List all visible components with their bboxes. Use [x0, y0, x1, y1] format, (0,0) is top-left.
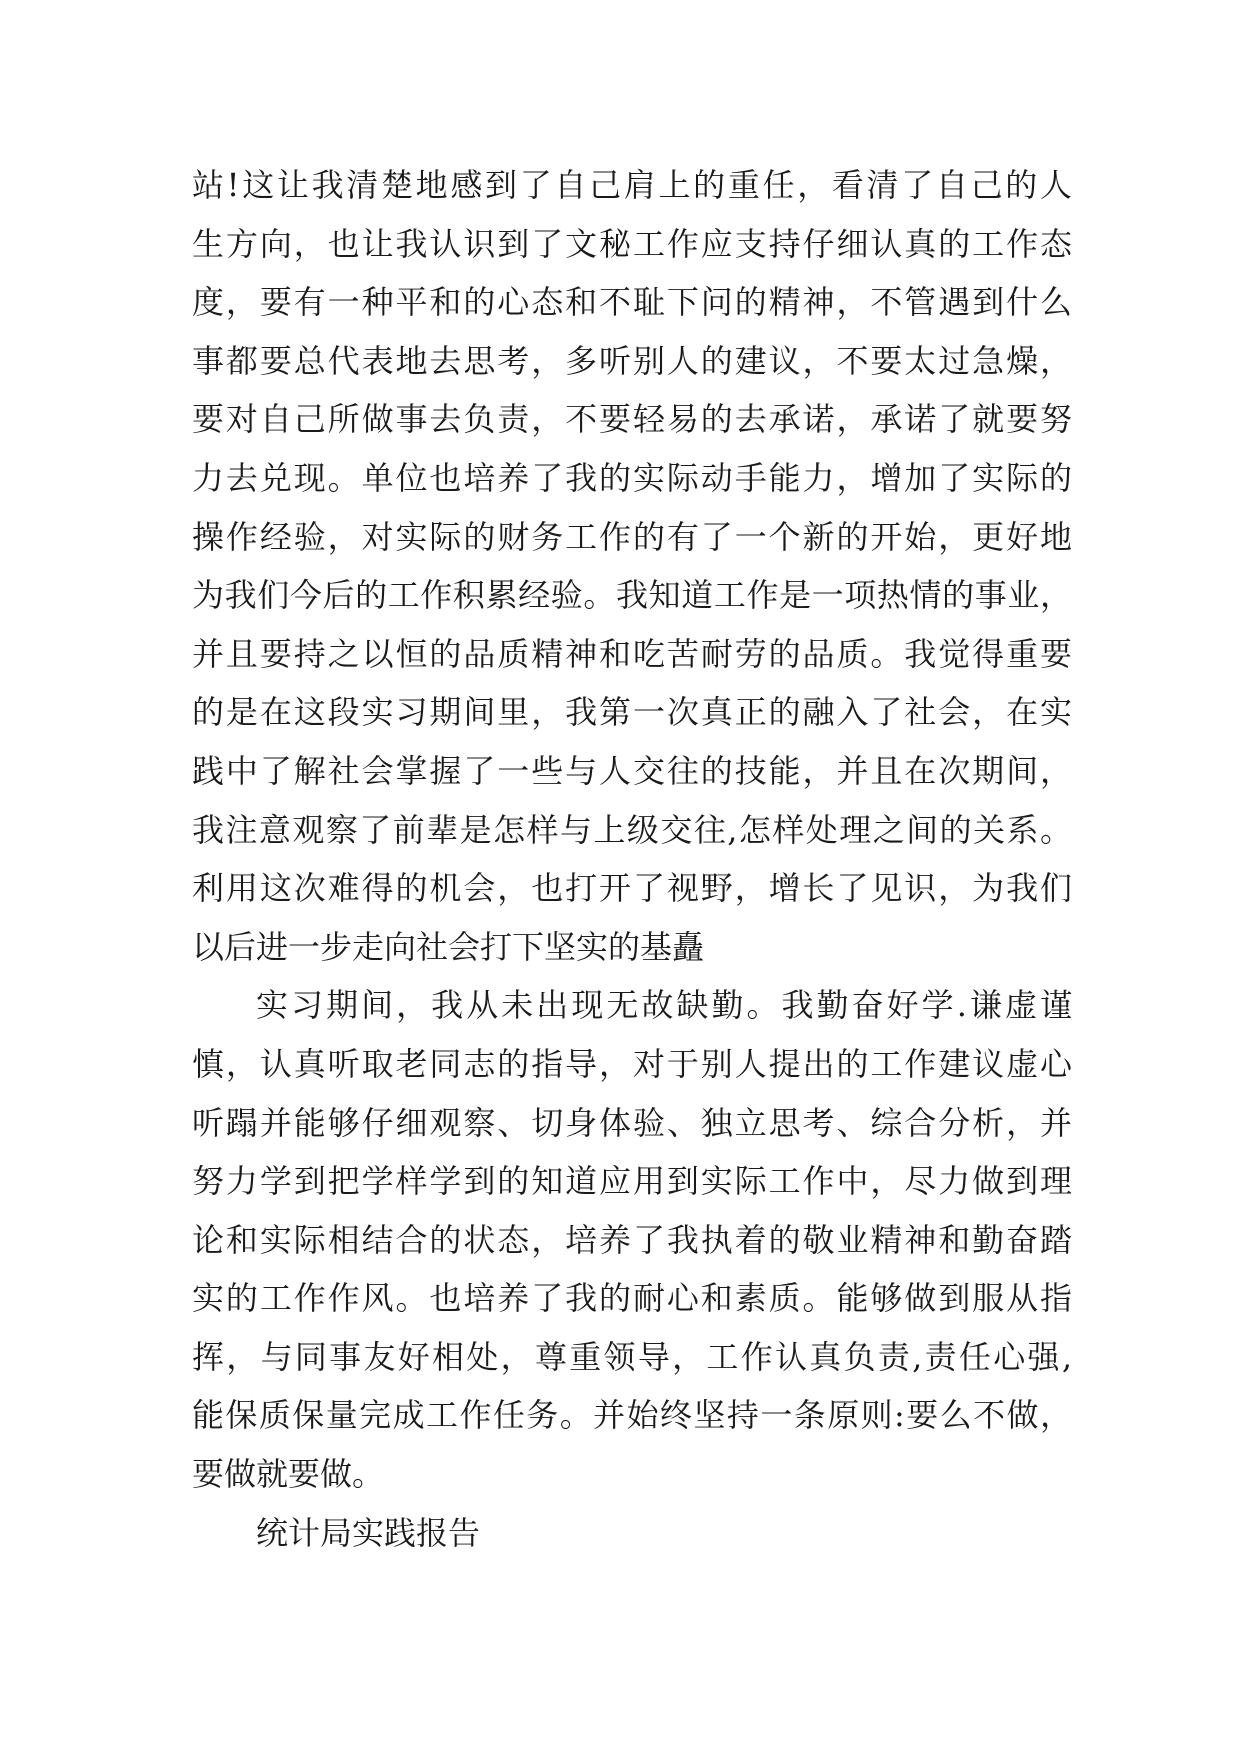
text-line: 实的工作作风。也培养了我的耐心和素质。能够做到服从指 [192, 1279, 1072, 1318]
paragraph-2 [192, 976, 1072, 1503]
text-line: 论和实际相结合的状态，培养了我执着的敬业精神和勤奋踏 [192, 1220, 1072, 1259]
text-line: 要做就要做。 [192, 1455, 385, 1494]
text-line: 事都要总代表地去思考，多听别人的建议，不要太过急燥， [192, 341, 1072, 380]
text-line: 为我们今后的工作积累经验。我知道工作是一项热情的事业， [192, 576, 1072, 615]
text-line: 利用这次难得的机会，也打开了视野，增长了见识，为我们 [192, 869, 1072, 908]
text-line: 度，要有一种平和的心态和不耻下问的精神，不管遇到什么 [192, 283, 1072, 322]
text-line: 听蹋并能够仔细观察、切身体验、独立思考、综合分析，并 [192, 1103, 1072, 1142]
paragraph-1 [192, 156, 1072, 976]
text-line: 能保质保量完成工作任务。并始终坚持一条原则:要么不做， [192, 1396, 1072, 1435]
text-line: 慎，认真听取老同志的指导，对于别人提出的工作建议虚心 [192, 1044, 1072, 1083]
text-line: 力去兑现。单位也培养了我的实际动手能力，增加了实际的 [192, 458, 1072, 497]
text-line: 生方向，也让我认识到了文秘工作应支持仔细认真的工作态 [192, 224, 1072, 263]
text-line: 并且要持之以恒的品质精神和吃苦耐劳的品质。我觉得重要 [192, 634, 1072, 673]
text-line: 践中了解社会掌握了一些与人交往的技能，并且在次期间， [192, 751, 1072, 790]
text-line: 要对自己所做事去负责，不要轻易的去承诺，承诺了就要努 [192, 400, 1072, 439]
text-line: 我注意观察了前辈是怎样与上级交往,怎样处理之间的关系。 [192, 810, 1072, 849]
section-heading: 统计局实践报告 [256, 1513, 481, 1552]
text-line: 实习期间，我从未出现无故缺勤。我勤奋好学.谦虚谨 [256, 986, 1072, 1025]
text-line: 努力学到把学样学到的知道应用到实际工作中，尽力做到理 [192, 1162, 1072, 1201]
text-line: 站!这让我清楚地感到了自己肩上的重任，看清了自己的人 [192, 166, 1072, 204]
text-line: 以后进一步走向社会打下坚实的基矗 [192, 927, 705, 966]
document-text [192, 156, 1072, 1562]
text-line: 的是在这段实习期间里，我第一次真正的融入了社会，在实 [192, 693, 1072, 732]
text-line: 操作经验，对实际的财务工作的有了一个新的开始，更好地 [192, 517, 1072, 556]
text-line: 挥，与同事友好相处，尊重领导，工作认真负责,责任心强, [192, 1337, 1072, 1376]
